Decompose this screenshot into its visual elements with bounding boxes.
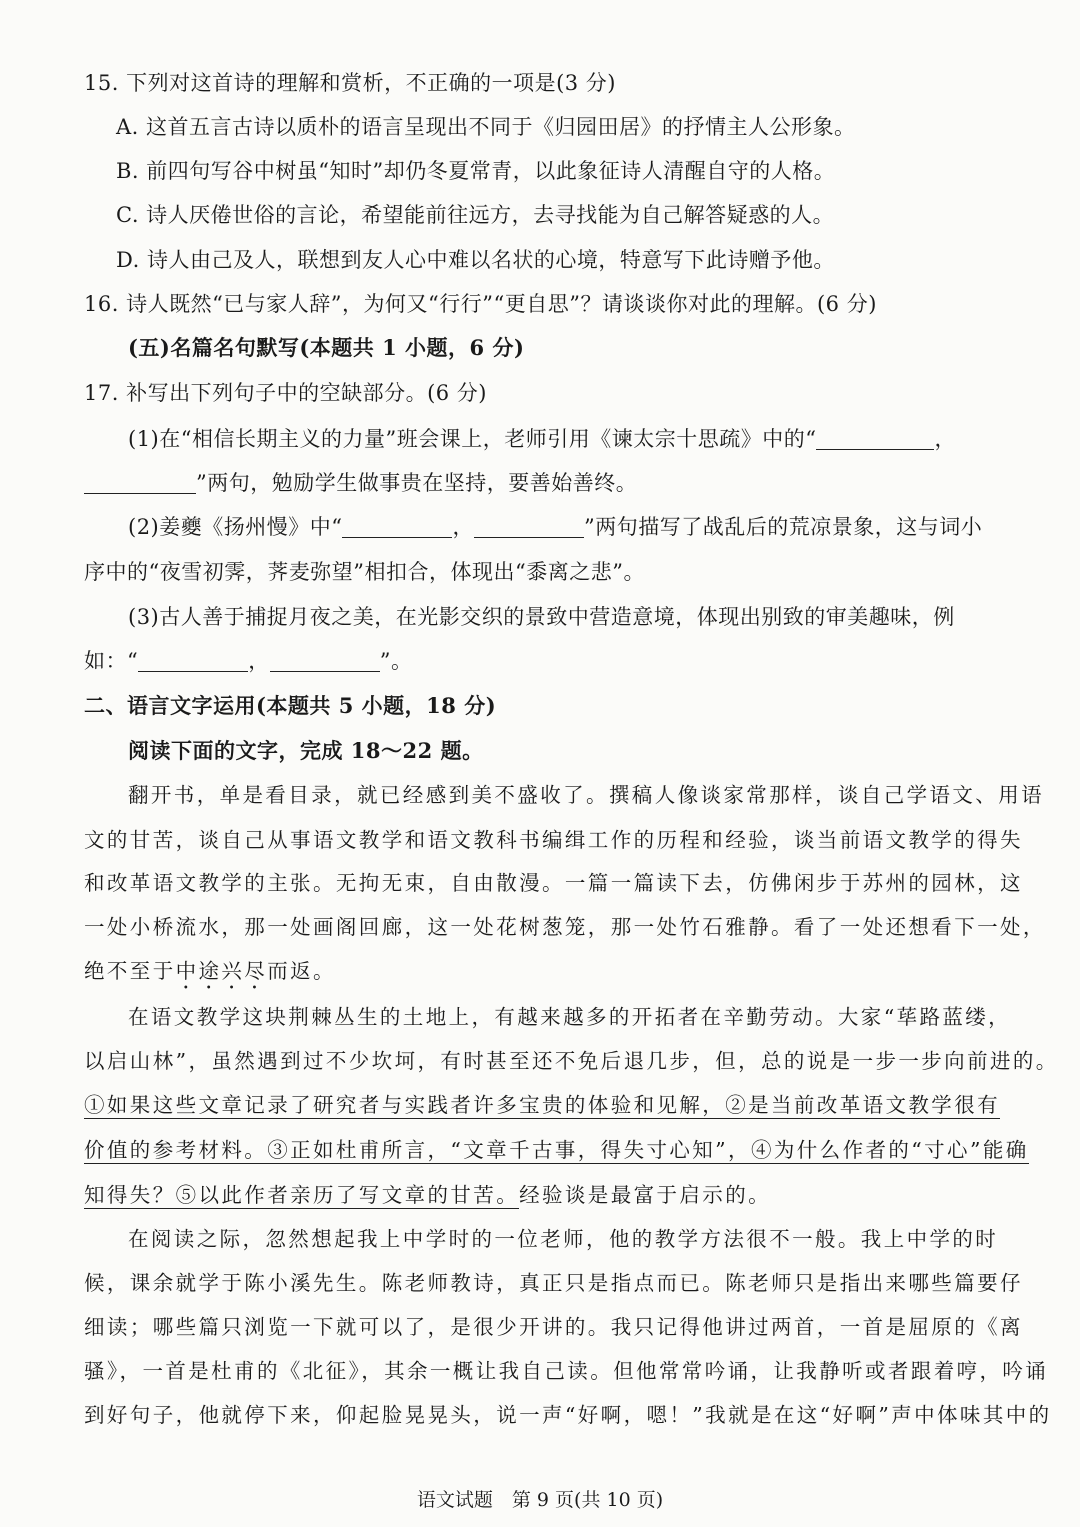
question-17-part-1-line-1	[128, 424, 956, 454]
question-16-stem: 16. 诗人既然“已与家人辞”，为何又“行行”“更自思”？请谈谈你对此的理解。(6 分)	[84, 292, 877, 316]
question-17-comma-2: ，	[452, 515, 474, 539]
question-15-option-b: B. 前四句写谷中树虽“知时”却仍冬夏常青，以此象征诗人清醒自守的人格。	[116, 159, 836, 183]
passage-line-5-c: 而返。	[267, 959, 336, 983]
passage-line-12: 候，课余就学于陈小溪先生。陈老师教诗，真正只是指点而已。陈老师只是指出来哪些篇要仔	[84, 1271, 1023, 1295]
underlined-sentence-5: ⑤以此作者亲历了写文章的甘苦。	[175, 1183, 520, 1207]
underlined-sentence-1: ①如果这些文章记录了研究者与实践者许多宝贵的体验和见解，	[84, 1093, 726, 1117]
question-15-option-c: C. 诗人厌倦世俗的言论，希望能前往远方，去寻找能为自己解答疑惑的人。	[116, 203, 835, 227]
underlined-sentence-4b: 知得失？	[84, 1183, 176, 1207]
question-17-part-1-line-2	[84, 468, 637, 498]
part-2-heading: 二、语言文字运用(本题共 5 小题，18 分)	[84, 693, 497, 718]
answer-blank-4[interactable]	[474, 515, 584, 538]
underlined-sentence-2a: ②是当前改革语文教学很有	[725, 1093, 1001, 1117]
passage-line-2: 文的甘苦，谈自己从事语文教学和语文教科书编缉工作的历程和经验，谈当前语文教学的得失	[84, 828, 1023, 852]
answer-blank-5[interactable]	[138, 649, 248, 672]
question-17-part-3-text-b: 如：“	[84, 649, 139, 673]
question-17-part-3-text-c: ”。	[379, 649, 413, 673]
answer-blank-6[interactable]	[270, 649, 380, 672]
answer-blank-1[interactable]	[816, 427, 934, 450]
underlined-sentence-3: ③正如杜甫所言，“文章千古事，得失寸心知”，	[267, 1138, 751, 1162]
question-17-part-1-text-a: (1)在“相信长期主义的力量”班会课上，老师引用《谏太宗十思疏》中的“	[128, 427, 817, 451]
passage-line-10	[84, 1180, 771, 1210]
question-17-part-2-text-a: (2)姜夔《扬州慢》中“	[128, 515, 343, 539]
question-15-option-d: D. 诗人由己及人，联想到友人心中难以名状的心境，特意写下此诗赠予他。	[116, 248, 835, 272]
answer-blank-3[interactable]	[342, 515, 452, 538]
underlined-sentence-4a: ④为什么作者的“寸心”能确	[750, 1138, 1029, 1162]
page-footer: 语文试题 第 9 页(共 10 页)	[416, 1489, 664, 1511]
answer-blank-2[interactable]	[84, 471, 196, 494]
passage-line-11: 在阅读之际，忽然想起我上中学时的一位老师，他的教学方法很不一般。我上中学的时	[128, 1227, 999, 1251]
underlined-sentence-2b: 价值的参考材料。	[84, 1138, 268, 1162]
passage-line-15: 到好句子，他就停下来，仰起脸晃晃头，说一声“好啊，嗯！”我就是在这“好啊”声中体味其中的	[84, 1403, 1052, 1427]
question-17-part-2-line-1	[128, 512, 982, 542]
passage-line-1: 翻开书，单是看目录，就已经感到美不盛收了。撰稿人像谈家常那样，谈自己学语文、用语	[128, 783, 1044, 807]
question-17-part-2-line-2: 序中的“夜雪初霁，荠麦弥望”相扣合，体现出“黍离之悲”。	[84, 560, 645, 584]
passage-dotted-phrase: 中途兴尽	[175, 959, 268, 983]
passage-line-8	[84, 1090, 1000, 1120]
question-15-option-a: A. 这首五言古诗以质朴的语言呈现出不同于《归园田居》的抒情主人公形象。	[116, 115, 856, 139]
question-17-comma-3: ，	[248, 649, 270, 673]
passage-line-13: 细读；哪些篇只浏览一下就可以了，是很少开讲的。我只记得他讲过两首，一首是屈原的《离	[84, 1315, 1023, 1339]
question-17-comma: ，	[934, 427, 956, 451]
passage-line-3: 和改革语文教学的主张。无拘无束，自由散漫。一篇一篇读下去，仿佛闲步于苏州的园林，这	[84, 871, 1023, 895]
question-17-part-1-text-b: ”两句，勉励学生做事贵在坚持，要善始善终。	[196, 471, 638, 495]
part-2-instruction: 阅读下面的文字，完成 18～22 题。	[128, 738, 484, 763]
section-5-heading: (五)名篇名句默写(本题共 1 小题，6 分)	[128, 335, 525, 360]
question-17-part-2-text-b: ”两句描写了战乱后的荒凉景象，这与词小	[583, 515, 983, 539]
passage-line-5-a: 绝不至于	[84, 959, 176, 983]
passage-line-4: 一处小桥流水，那一处画阁回廊，这一处花树葱笼，那一处竹石雅静。看了一处还想看下一处，	[84, 915, 1046, 939]
passage-line-7: 以启山林”，虽然遇到过不少坎坷，有时甚至还不免后退几步，但，总的说是一步一步向前进的。	[84, 1049, 1059, 1073]
question-17-part-3-line-2	[84, 646, 413, 676]
passage-line-14: 骚》，一首是杜甫的《北征》，其余一概让我自己读。但他常常吟诵，让我静听或者跟着哼，吟诵	[84, 1359, 1049, 1383]
passage-line-10-c: 经验谈是最富于启示的。	[519, 1183, 772, 1207]
passage-line-9	[84, 1135, 1029, 1165]
question-17-stem: 17. 补写出下列句子中的空缺部分。(6 分)	[84, 381, 487, 405]
question-15-stem: 15. 下列对这首诗的理解和赏析，不正确的一项是(3 分)	[84, 71, 616, 95]
passage-line-6: 在语文教学这块荆棘丛生的土地上，有越来越多的开拓者在辛勤劳动。大家“荜路蓝缕，	[128, 1005, 1012, 1029]
passage-line-5	[84, 956, 336, 994]
question-17-part-3-line-1: (3)古人善于捕捉月夜之美，在光影交织的景致中营造意境，体现出别致的审美趣味，例	[128, 605, 955, 629]
